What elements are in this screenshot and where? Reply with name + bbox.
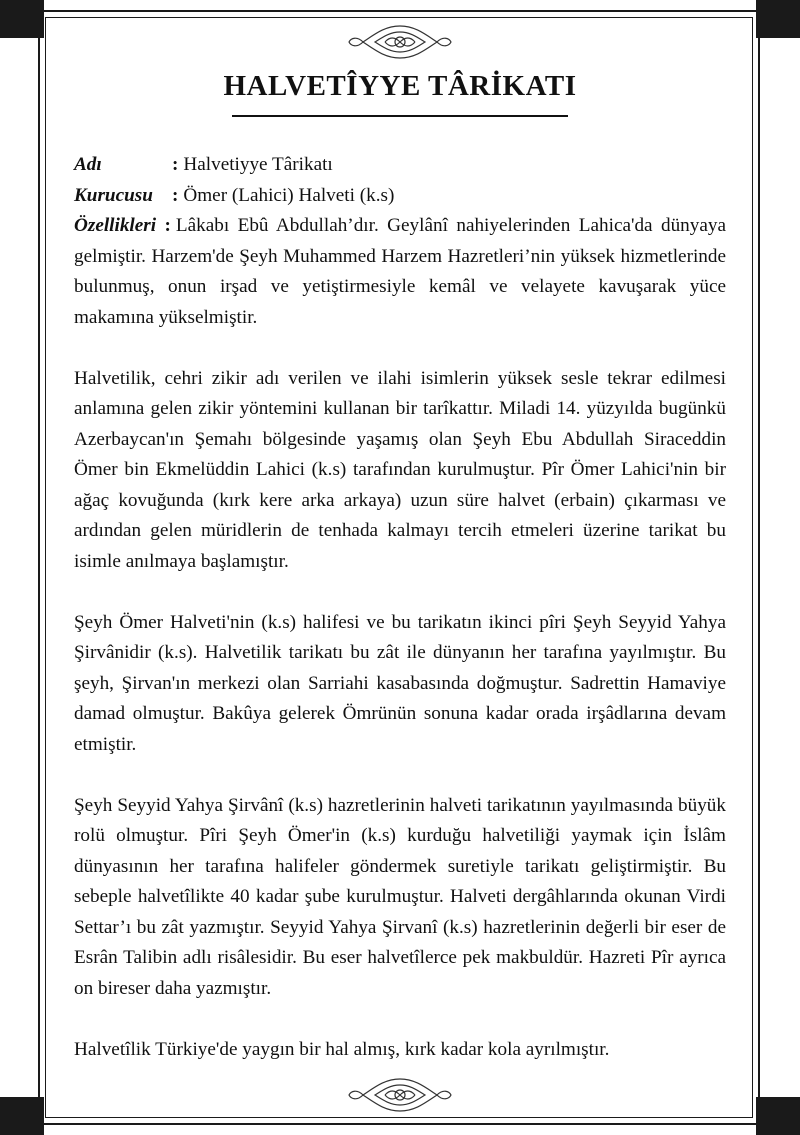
title-underline xyxy=(232,115,568,117)
features-label: Özellikleri xyxy=(74,215,157,236)
name-value: Halvetiyye Târikatı xyxy=(183,154,333,175)
features-text: Lâkabı Ebû Abdullah’dır. Geylânî nahiyelerinden Lahica'da dünyaya gelmiştir. Harzem'de Şeyh Muhammed Harzem Hazretleri’nin yüksek hizmetlerinde bulunmuş, onun irşad ve yetiştirmesiyle kemâl ve velayete kavuşarak yüce makamına yükselmiştir. xyxy=(74,215,727,328)
colon: : xyxy=(172,184,179,206)
paragraph-1: Halvetilik, cehri zikir adı verilen ve ilahi isimlerin yüksek sesle tekrar edilmesi anlamına gelen zikir yöntemini kullanan bir tarîkattır. Miladi 14. yüzyılda bugünkü Azerbaycan'ın Şemahı bölgesinde yaşamış olan Şeyh Ebu Abdullah Siraceddin Ömer bin Ekmelüddin Lahici (k.s) tarafından kurulmuştur. Pîr Ömer Lahici'nin bir ağaç kovuğunda (kırk kere arka arkaya) uzun süre halvet (erbain) çıkarması ve ardından gelen müridlerin de tenhada kalmayı tercih etmeleri üzerine tarikat bu isimle anılmaya başlamıştır. xyxy=(74,367,726,572)
corner-block-top-right xyxy=(756,0,800,38)
info-row-name xyxy=(74,150,726,181)
founder-label: Kurucusu xyxy=(74,184,153,206)
founder-value: Ömer (Lahici) Halveti (k.s) xyxy=(183,184,395,206)
info-row-founder xyxy=(74,181,726,212)
document-body xyxy=(74,150,726,1065)
page-title: HALVETÎYYE TÂRİKATI xyxy=(223,70,577,102)
floral-ornament-icon xyxy=(345,1075,455,1115)
colon: : xyxy=(172,154,179,175)
floral-ornament-icon xyxy=(345,22,455,62)
features-paragraph xyxy=(74,211,726,333)
name-label: Adı xyxy=(74,154,102,175)
colon: : xyxy=(164,215,171,236)
paragraph-3: Şeyh Seyyid Yahya Şirvânî (k.s) hazretlerinin halveti tarikatının yayılmasında büyük rolü olmuştur. Pîri Şeyh Ömer'in (k.s) kurduğu halvetiliği yaymak için İslâm dünyasının her tarafına halifeler göndermek suretiyle tarikatı geliştirmiştir. Bu sebeple halvetîlikte 40 kadar şube kurulmuştur. Halveti dergâhlarında okunan Virdi Settar’ı bu zât yazmıştır. Seyyid Yahya Şirvanî (k.s) hazretlerinin değerli bir eser de Esrân Talibin adlı risâlesidir. Bu eser halvetîlerce pek makbuldür. Hazreti Pîr ayrıca on bireser daha yazmıştır. xyxy=(74,794,726,999)
paragraph-2: Şeyh Ömer Halveti'nin (k.s) halifesi ve bu tarikatın ikinci pîri Şeyh Seyyid Yahya Şirvânidir (k.s). Halvetilik tarikatı bu zât ile dünyanın her tarafına yayılmıştır. Bu şeyh, Şirvan'ın merkezi olan Sarriahi kasabasında doğmuştur. Sadrettin Hamaviye damad olmuştur. Bakûya gelerek Ömrünün sonuna kadar orada irşâdlarına devam etmiştir. xyxy=(74,611,726,755)
paragraph-4: Halvetîlik Türkiye'de yaygın bir hal almış, kırk kadar kola ayrılmıştır. xyxy=(74,1038,610,1060)
corner-block-bottom-right xyxy=(756,1097,800,1135)
